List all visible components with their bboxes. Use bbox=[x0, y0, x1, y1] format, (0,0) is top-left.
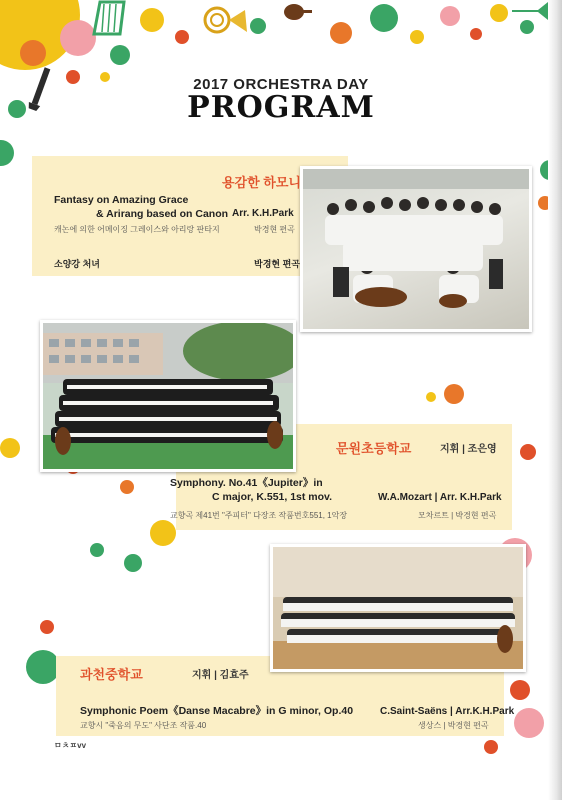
section2-arranger: W.A.Mozart | Arr. K.H.Park bbox=[378, 492, 502, 503]
deco-dot bbox=[484, 740, 498, 754]
deco-dot bbox=[0, 140, 14, 166]
section3-group-name: 과천중학교 bbox=[80, 667, 143, 682]
section2-arranger-korean: 모차르트 | 박경현 편곡 bbox=[418, 511, 497, 520]
deco-dot bbox=[120, 480, 134, 494]
section3-arranger: C.Saint-Saëns | Arr.K.H.Park bbox=[380, 706, 515, 717]
section2-piece-korean: 교향곡 제41번 "주피터" 다장조 작품번호551, 1악장 bbox=[170, 511, 348, 520]
footer-text: ㅁㅊㅍvv bbox=[54, 741, 87, 750]
deco-dot bbox=[26, 650, 60, 684]
section3-group-photo bbox=[270, 544, 526, 672]
violin-icon bbox=[282, 0, 312, 22]
section1-group-photo bbox=[300, 166, 532, 332]
program-year-title: 2017 ORCHESTRA DAY bbox=[193, 76, 369, 93]
section1-second-piece: 소양강 처녀 bbox=[54, 259, 100, 269]
section1-arranger: Arr. K.H.Park bbox=[232, 208, 294, 219]
section3-piece-title: Symphonic Poem《Danse Macabre》in G minor, Op.40 bbox=[80, 705, 354, 717]
section3-arranger-korean: 생상스 | 박경현 편곡 bbox=[418, 721, 489, 730]
section3-conductor: 지휘 | 김효주 bbox=[192, 670, 249, 681]
section1-piece-line1: Fantasy on Amazing Grace bbox=[54, 194, 189, 206]
deco-dot bbox=[124, 554, 142, 572]
section1-piece-korean: 캐논에 의한 어메이징 그레이스와 아리랑 판타지 bbox=[54, 225, 220, 234]
section1-arranger-korean: 박경현 편곡 bbox=[254, 225, 295, 234]
section2-group-photo bbox=[40, 320, 296, 472]
deco-dot bbox=[90, 543, 104, 557]
deco-dot bbox=[514, 708, 544, 738]
harp-icon bbox=[90, 0, 130, 36]
section1-piece-line2: & Arirang based on Canon bbox=[96, 208, 229, 220]
section1-second-arranger: 박경현 편곡 bbox=[254, 259, 300, 269]
deco-dot bbox=[510, 680, 530, 700]
deco-dot bbox=[0, 438, 20, 458]
program-title: PROGRAM bbox=[187, 90, 375, 125]
deco-dot bbox=[520, 444, 536, 460]
section2-piece-line1: Symphony. No.41《Jupiter》in bbox=[170, 477, 323, 489]
section1-group-name: 용감한 하모니 bbox=[222, 175, 301, 190]
section2-group-name: 문원초등학교 bbox=[336, 441, 412, 456]
deco-dot bbox=[150, 520, 176, 546]
section2-conductor: 지휘 | 조은영 bbox=[440, 444, 497, 455]
section3-piece-korean: 교향시 "죽음의 무도" 사단조 작품.40 bbox=[80, 721, 207, 730]
deco-dot bbox=[40, 620, 54, 634]
section2-piece-line2: C major, K.551, 1st mov. bbox=[212, 491, 333, 503]
deco-dot bbox=[444, 384, 464, 404]
french-horn-icon bbox=[195, 2, 251, 38]
page-binding-shadow bbox=[548, 0, 562, 800]
deco-dot bbox=[426, 392, 436, 402]
trumpet-icon bbox=[510, 0, 550, 22]
